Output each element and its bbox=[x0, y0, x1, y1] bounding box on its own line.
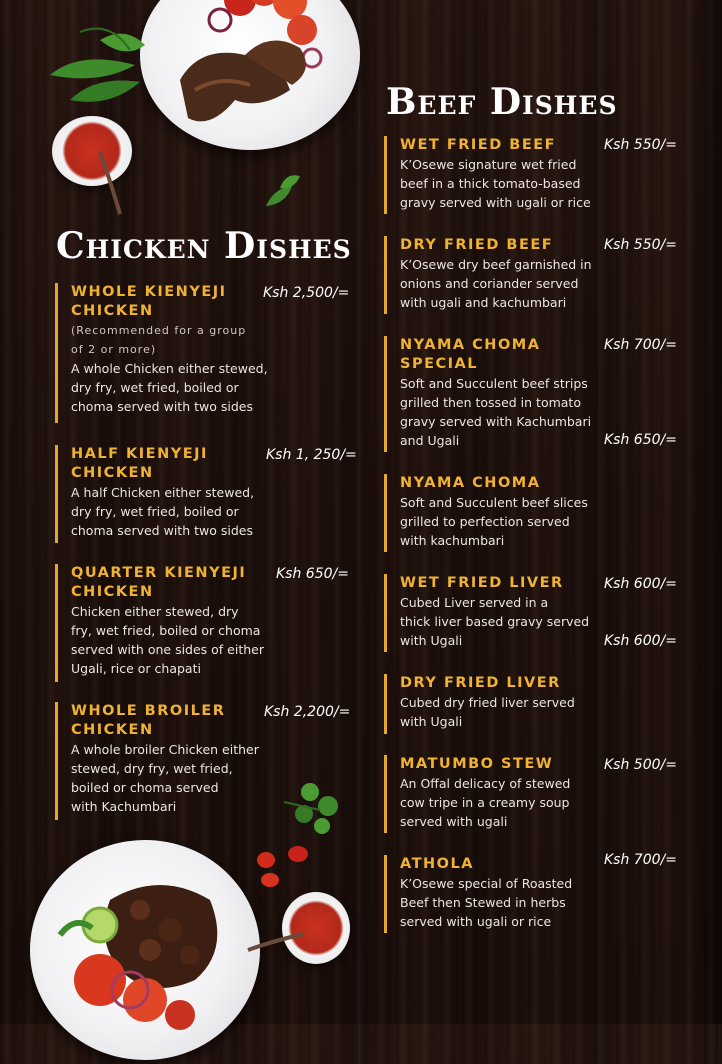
item-name: NYAMA CHOMA bbox=[400, 475, 541, 491]
item-description: A half Chicken either stewed, bbox=[71, 485, 255, 500]
item-description: Cubed dry fried liver served bbox=[400, 695, 575, 710]
item-description: with kachumbari bbox=[400, 533, 505, 548]
item-description: dry fry, wet fried, boiled or bbox=[71, 504, 239, 519]
background-shade bbox=[692, 0, 722, 1024]
item-description: boiled or choma served bbox=[71, 780, 219, 795]
item-name: CHICKEN bbox=[71, 584, 154, 600]
item-description: grilled then tossed in tomato bbox=[400, 395, 581, 410]
accent-bar bbox=[55, 702, 58, 820]
item-price: Ksh 1, 250/= bbox=[266, 447, 357, 463]
item-description: Soft and Succulent beef slices bbox=[400, 495, 588, 510]
item-price: Ksh 700/= bbox=[604, 337, 677, 353]
accent-bar bbox=[384, 474, 387, 552]
item-description: with Ugali bbox=[400, 633, 463, 648]
item-price: Ksh 550/= bbox=[604, 237, 677, 253]
item-name: CHICKEN bbox=[71, 465, 154, 481]
menu-item-half-kienyeji-chicken bbox=[55, 445, 275, 543]
accent-bar bbox=[384, 674, 387, 734]
item-description: grilled to perfection served bbox=[400, 514, 570, 529]
item-description: Beef then Stewed in herbs bbox=[400, 895, 566, 910]
chicken-section-title: Chicken Dishes bbox=[56, 225, 352, 267]
accent-bar bbox=[55, 283, 58, 423]
menu-item-nyama-choma bbox=[384, 474, 614, 552]
item-name: DRY FRIED LIVER bbox=[400, 675, 561, 691]
item-description: with ugali and kachumbari bbox=[400, 295, 567, 310]
item-description: Chicken either stewed, dry bbox=[71, 604, 239, 619]
item-description: K’Osewe special of Roasted bbox=[400, 876, 573, 891]
item-description: An Offal delicacy of stewed bbox=[400, 776, 571, 791]
item-name: WET FRIED BEEF bbox=[400, 137, 557, 153]
item-description: K’Osewe signature wet fried bbox=[400, 157, 577, 172]
beef-plate-image bbox=[30, 840, 260, 1060]
parsley-image bbox=[280, 780, 352, 840]
item-name: SPECIAL bbox=[400, 356, 478, 372]
item-name: QUARTER KIENYEJI bbox=[71, 565, 247, 581]
menu-item-whole-broiler-chicken bbox=[55, 702, 275, 820]
menu-item-dry-fried-beef bbox=[384, 236, 614, 314]
item-name: MATUMBO STEW bbox=[400, 756, 554, 772]
accent-bar bbox=[384, 574, 387, 652]
item-description: Cubed Liver served in a bbox=[400, 595, 549, 610]
spoon-bottom-image bbox=[246, 930, 306, 954]
menu-item-whole-kienyeji-chicken bbox=[55, 283, 275, 423]
item-price: Ksh 650/= bbox=[276, 566, 349, 582]
item-name: ATHOLA bbox=[400, 856, 474, 872]
chilli-slices-image bbox=[252, 842, 318, 892]
item-description: stewed, dry fry, wet fried, bbox=[71, 761, 233, 776]
item-price: Ksh 500/= bbox=[604, 757, 677, 773]
menu-item-athola bbox=[384, 855, 614, 933]
item-name: DRY FRIED BEEF bbox=[400, 237, 554, 253]
item-price: Ksh 2,500/= bbox=[263, 285, 350, 301]
accent-bar bbox=[384, 336, 387, 452]
item-name: CHICKEN bbox=[71, 722, 154, 738]
accent-bar bbox=[55, 564, 58, 682]
menu-item-matumbo-stew bbox=[384, 755, 614, 833]
item-description: onions and coriander served bbox=[400, 276, 579, 291]
item-description: and Ugali bbox=[400, 433, 460, 448]
item-description: gravy served with Kachumbari bbox=[400, 414, 592, 429]
beef-section-title: Beef Dishes bbox=[386, 81, 618, 123]
accent-bar bbox=[55, 445, 58, 543]
item-name: WHOLE KIENYEJI bbox=[71, 284, 227, 300]
menu-item-nyama-choma-special bbox=[384, 336, 614, 452]
item-description: choma served with two sides bbox=[71, 399, 253, 414]
item-price: Ksh 600/= bbox=[604, 633, 677, 649]
herb-sprig-image bbox=[262, 170, 302, 212]
item-description: dry fry, wet fried, boiled or bbox=[71, 380, 239, 395]
item-description: served with ugali bbox=[400, 814, 508, 829]
item-note: (Recommended for a group bbox=[71, 324, 247, 337]
item-description: fry, wet fried, boiled or choma bbox=[71, 623, 261, 638]
item-description: beef in a thick tomato-based bbox=[400, 176, 581, 191]
item-description: Ugali, rice or chapati bbox=[71, 661, 201, 676]
item-description: A whole Chicken either stewed, bbox=[71, 361, 268, 376]
accent-bar bbox=[384, 755, 387, 833]
menu-item-dry-fried-liver bbox=[384, 674, 614, 734]
item-description: K’Osewe dry beef garnished in bbox=[400, 257, 592, 272]
menu-item-quarter-kienyeji-chicken bbox=[55, 564, 275, 682]
accent-bar bbox=[384, 855, 387, 933]
item-price: Ksh 700/= bbox=[604, 852, 677, 868]
item-name: CHICKEN bbox=[71, 303, 154, 319]
item-description: thick liver based gravy served bbox=[400, 614, 590, 629]
item-description: served with one sides of either bbox=[71, 642, 264, 657]
item-note: of 2 or more) bbox=[71, 343, 157, 356]
item-name: HALF KIENYEJI bbox=[71, 446, 208, 462]
item-description: gravy served with ugali or rice bbox=[400, 195, 591, 210]
item-price: Ksh 650/= bbox=[604, 432, 677, 448]
spoon-image bbox=[96, 150, 126, 220]
item-description: choma served with two sides bbox=[71, 523, 253, 538]
item-name: WET FRIED LIVER bbox=[400, 575, 564, 591]
item-description: with Ugali bbox=[400, 714, 463, 729]
item-description: Soft and Succulent beef strips bbox=[400, 376, 588, 391]
item-price: Ksh 2,200/= bbox=[264, 704, 351, 720]
item-price: Ksh 550/= bbox=[604, 137, 677, 153]
item-description: with Kachumbari bbox=[71, 799, 177, 814]
accent-bar bbox=[384, 136, 387, 214]
menu-item-wet-fried-beef bbox=[384, 136, 614, 214]
item-name: NYAMA CHOMA bbox=[400, 337, 541, 353]
item-price: Ksh 600/= bbox=[604, 576, 677, 592]
item-name: WHOLE BROILER bbox=[71, 703, 226, 719]
accent-bar bbox=[384, 236, 387, 314]
chicken-plate-image bbox=[140, 0, 360, 150]
item-description: cow tripe in a creamy soup bbox=[400, 795, 570, 810]
menu-item-wet-fried-liver bbox=[384, 574, 614, 652]
item-description: served with ugali or rice bbox=[400, 914, 552, 929]
item-description: A whole broiler Chicken either bbox=[71, 742, 259, 757]
basil-leaves-image bbox=[40, 20, 150, 110]
